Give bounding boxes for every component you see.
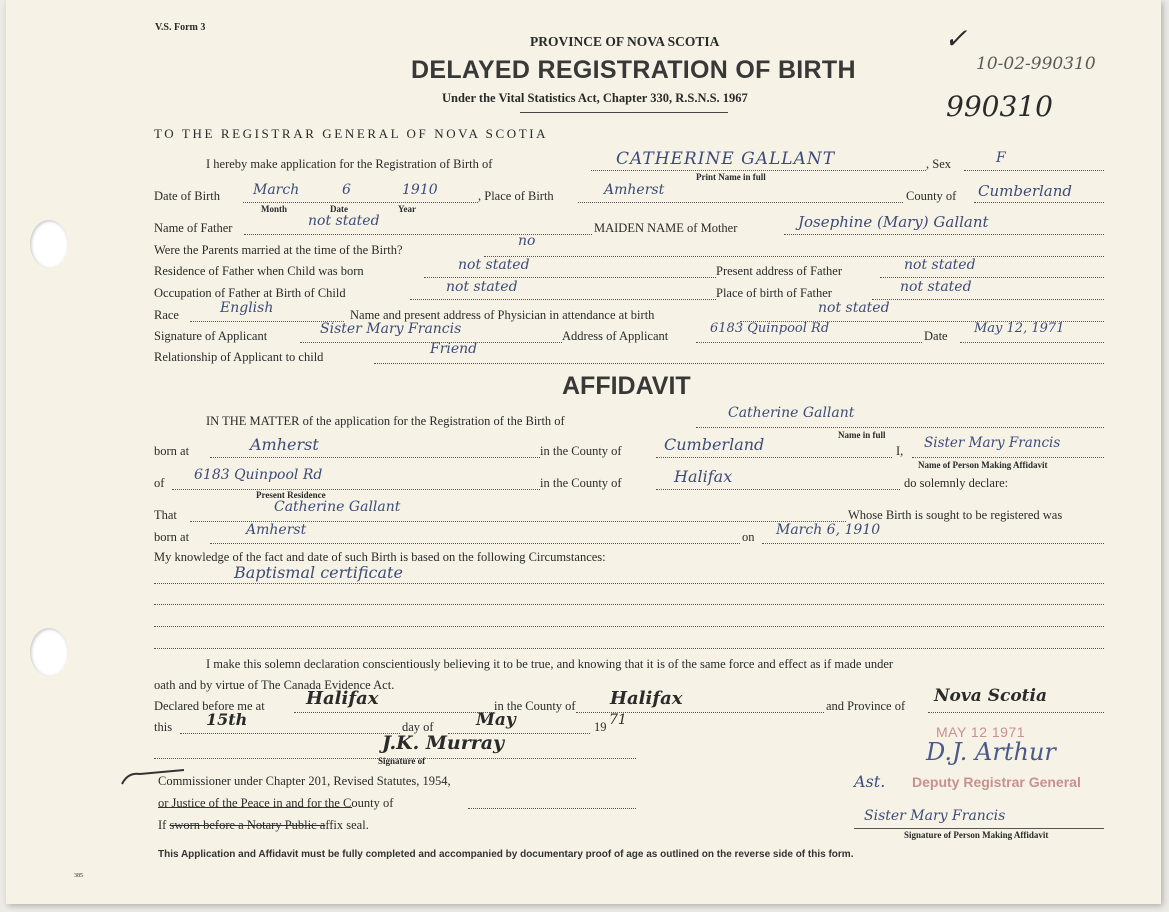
in-county2-label: in the County of <box>540 476 622 490</box>
whose-birth-label: Whose Birth is sought to be registered was <box>848 508 1063 522</box>
born-at-label: born at <box>154 444 190 458</box>
province-heading: PROVINCE OF NOVA SCOTIA <box>530 34 720 49</box>
sig-applicant: Sister Mary Francis <box>320 321 462 337</box>
on-label: on <box>742 530 755 544</box>
day-of-label: day of <box>402 720 434 734</box>
registration-number: 990310 <box>946 90 1053 123</box>
subtitle: Under the Vital Statistics Act, Chapter 330, R.S.N.S. 1967 <box>442 91 748 105</box>
that-label: That <box>154 508 177 522</box>
res-father-label: Residence of Father when Child was born <box>154 264 364 278</box>
declare-label: do solemnly declare: <box>904 476 1009 490</box>
strike-line <box>158 807 352 808</box>
in-county-label: in the County of <box>540 444 622 458</box>
affiant-signature-caption: Signature of Person Making Affidavit <box>904 830 1049 840</box>
province-label: and Province of <box>826 699 906 713</box>
addr-applicant: 6183 Quinpool Rd <box>710 321 830 336</box>
year-prefix: 19 <box>594 720 607 734</box>
child-name: CATHERINE GALLANT <box>616 149 836 169</box>
title-rule <box>520 112 728 113</box>
place-label: , Place of Birth <box>478 189 554 203</box>
circumstances: Baptismal certificate <box>234 563 403 582</box>
dob-label: Date of Birth <box>154 189 220 203</box>
residence-caption: Present Residence <box>256 490 326 500</box>
born-at: Amherst <box>250 435 319 454</box>
present-addr-father-label: Present address of Father <box>716 264 843 278</box>
declared-month: May <box>476 710 516 730</box>
declared-at: Halifax <box>306 688 379 709</box>
occ-father-label: Occupation of Father at Birth of Child <box>154 286 346 300</box>
name-in-full-caption: Name in full <box>838 430 886 440</box>
reference-number: 10-02-990310 <box>976 54 1096 74</box>
pob-father: not stated <box>900 279 972 295</box>
commissioner-signature: J.K. Murray <box>382 732 505 754</box>
residence: 6183 Quinpool Rd <box>194 467 323 483</box>
sex-value: F <box>996 150 1006 166</box>
check-mark: ✓ <box>944 22 968 55</box>
registrar-signature: D.J. Arthur <box>926 738 1056 766</box>
born-at2-label: born at <box>154 530 190 544</box>
born-at2: Amherst <box>246 522 307 538</box>
affiant-signature: Sister Mary Francis <box>864 808 1006 824</box>
declared-county-label: in the County of <box>494 699 576 713</box>
page-title: DELAYED REGISTRATION OF BIRTH <box>411 56 856 84</box>
matter-label: IN THE MATTER of the application for the Registration of the Birth of <box>206 414 565 428</box>
that-name: Catherine Gallant <box>274 499 401 515</box>
year-caption: Year <box>398 204 416 214</box>
declared-label: Declared before me at <box>154 699 265 713</box>
month-caption: Month <box>261 204 288 214</box>
commissioner-line2: or Justice of the Peace in and for the County of <box>158 796 394 810</box>
race-label: Race <box>154 308 179 322</box>
of-label: of <box>154 476 165 490</box>
print-name-caption: Print Name in full <box>696 172 766 182</box>
this-label: this <box>154 720 173 734</box>
race-value: English <box>220 300 274 316</box>
occ-father: not stated <box>446 279 518 295</box>
intro-label: I hereby make application for the Registration of Birth of <box>206 157 493 171</box>
pob-father-label: Place of birth of Father <box>716 286 832 300</box>
mother-name: Josephine (Mary) Gallant <box>798 213 989 231</box>
physician-label: Name and present address of Physician in attendance at birth <box>350 308 655 322</box>
form-page <box>6 0 1161 904</box>
date-stamp: MAY 12 1971 <box>936 724 1026 740</box>
declared-year: 71 <box>609 712 627 728</box>
res-father: not stated <box>458 257 530 273</box>
punch-hole <box>30 628 68 676</box>
assistant-prefix: Ast. <box>854 772 886 791</box>
affidavit-heading: AFFIDAVIT <box>562 372 691 400</box>
declaration-line1: I make this solemn declaration conscientiously believing it to be true, and knowing that it is of the same force and effect as if made under <box>206 657 894 671</box>
i-label: I, <box>896 444 904 458</box>
matter-name: Catherine Gallant <box>728 405 855 421</box>
relationship-value: Friend <box>430 341 478 357</box>
date-label: Date <box>924 329 948 343</box>
county-of-birth: Cumberland <box>978 182 1073 200</box>
addr-applicant-label: Address of Applicant <box>562 329 669 343</box>
commissioner-line3: If sworn before a Notary Public affix seal. <box>158 818 369 832</box>
sex-label: , Sex <box>926 157 951 171</box>
mother-label: MAIDEN NAME of Mother <box>594 221 738 235</box>
dob-year: 1910 <box>402 182 438 198</box>
county-label: County of <box>906 189 957 203</box>
county: Cumberland <box>664 435 765 454</box>
punch-hole <box>30 220 68 268</box>
place-of-birth: Amherst <box>604 182 665 198</box>
registrar-title: Deputy Registrar General <box>912 774 1081 790</box>
married-value: no <box>518 233 536 249</box>
addressee: TO THE REGISTRAR GENERAL OF NOVA SCOTIA <box>154 126 549 141</box>
corner-code: 385 <box>74 873 83 879</box>
dob-month: March <box>253 182 300 198</box>
application-date: May 12, 1971 <box>974 321 1065 336</box>
father-name: not stated <box>308 213 380 229</box>
sig-applicant-label: Signature of Applicant <box>154 329 268 343</box>
footer-note: This Application and Affidavit must be fully completed and accompanied by documentary proof of age as outlined on the reverse side of this form. <box>158 849 854 860</box>
commissioner-line1: Commissioner under Chapter 201, Revised Statutes, 1954, <box>158 774 451 788</box>
declaration-line2: oath and by virtue of The Canada Evidence Act. <box>154 678 395 692</box>
declared-province: Nova Scotia <box>934 686 1047 706</box>
affiant-caption: Name of Person Making Affidavit <box>918 460 1048 470</box>
present-addr-father: not stated <box>904 257 976 273</box>
declared-county: Halifax <box>610 688 683 709</box>
date-caption: Date <box>330 204 348 214</box>
on-date: March 6, 1910 <box>776 522 881 538</box>
dob-date: 6 <box>342 182 351 198</box>
declared-day: 15th <box>206 710 248 729</box>
relationship-label: Relationship of Applicant to child <box>154 350 324 364</box>
physician: not stated <box>818 300 890 316</box>
father-label: Name of Father <box>154 221 233 235</box>
married-label: Were the Parents married at the time of the Birth? <box>154 243 403 257</box>
affiant-name: Sister Mary Francis <box>924 435 1061 451</box>
county2: Halifax <box>674 467 733 486</box>
signature-caption: Signature of <box>378 756 426 766</box>
knowledge-label: My knowledge of the fact and date of such Birth is based on the following Circumstances: <box>154 550 606 564</box>
form-number: V.S. Form 3 <box>155 22 206 33</box>
